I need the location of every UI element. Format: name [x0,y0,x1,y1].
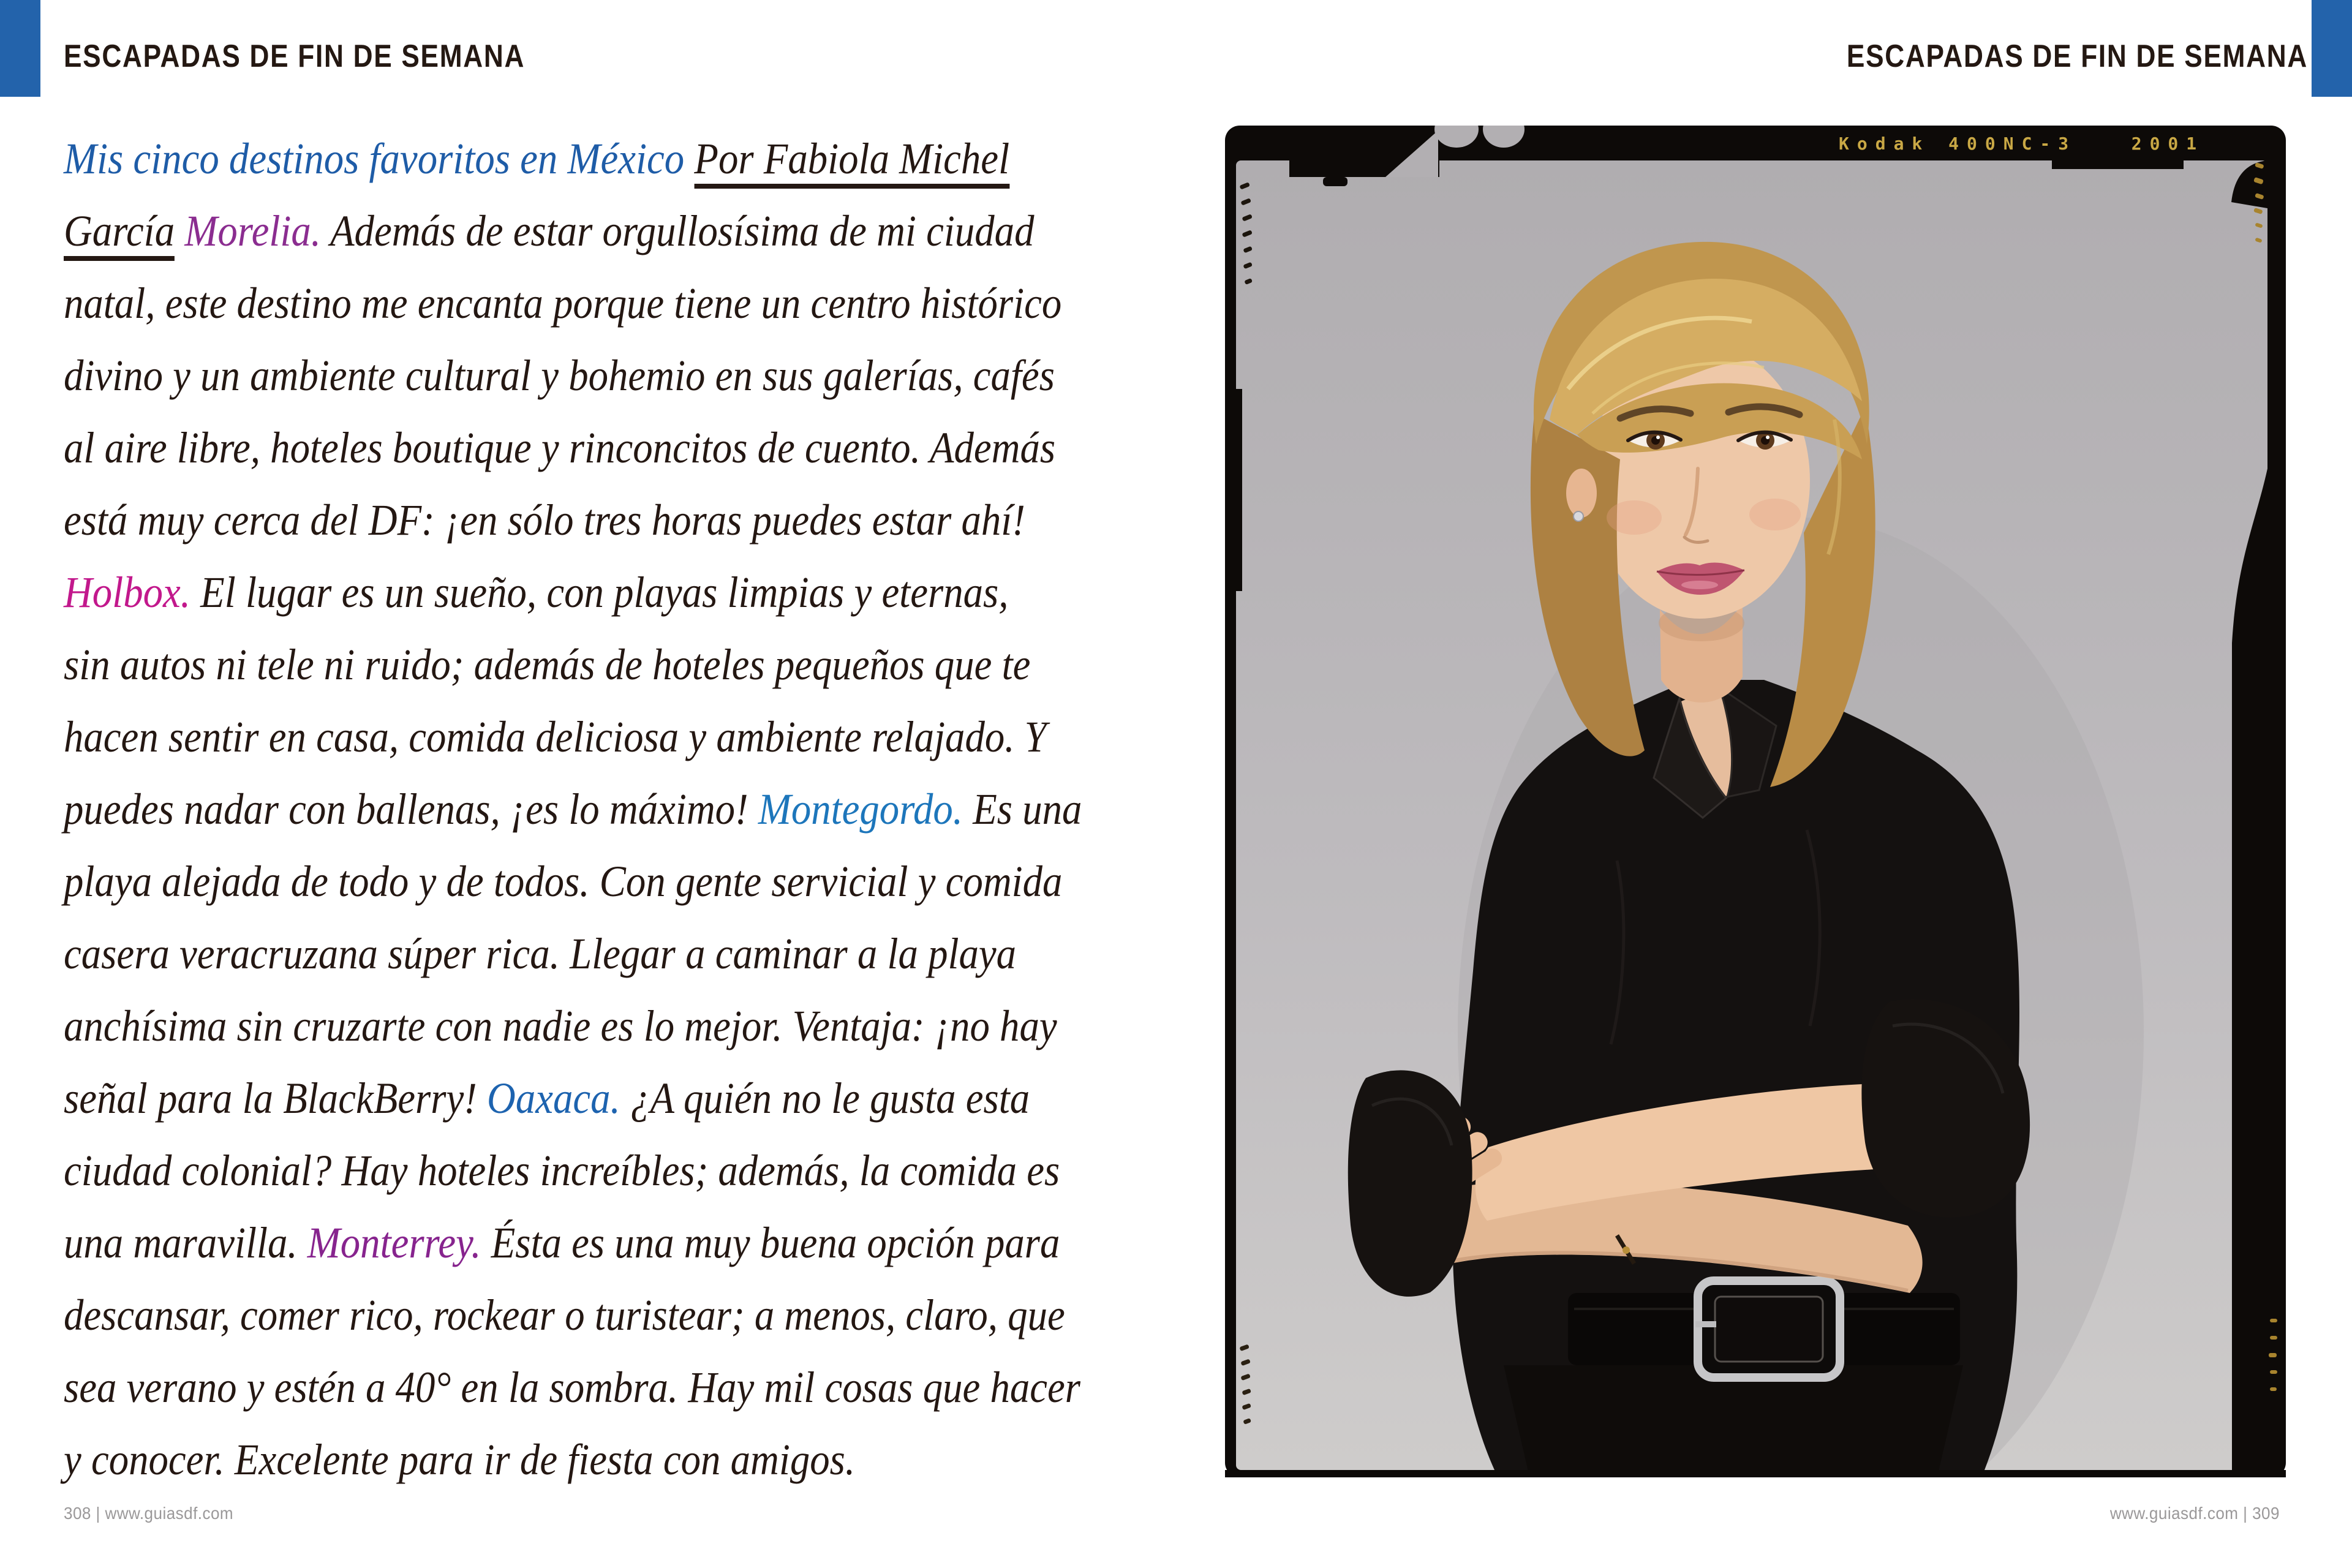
text-segment: Es una [963,785,1082,834]
ear [1566,469,1597,518]
text-line [64,484,1082,556]
text-line [64,918,1082,990]
text-segment: señal para la BlackBerry! [64,1074,488,1123]
text-segment: Por Fabiola Michel [694,134,1009,189]
text-segment: sea verano y estén a 40° en la sombra. Hay mil cosas que hacer [64,1363,1080,1412]
text-segment: Morelia. [184,206,321,255]
film-edge-label: Kodak 400NC-3 2001 [1839,134,2205,154]
right-footer-site: www.guiasdf.com [2109,1504,2239,1523]
text-line [64,1351,1082,1423]
text-line [64,1279,1082,1351]
text-segment: García [64,206,175,261]
text-segment: está muy cerca del DF: ¡en sólo tres horas puedes estar ahí! [64,496,1025,545]
text-segment: Monterrey. [307,1218,481,1267]
text-line [64,701,1082,773]
text-line [64,267,1082,339]
text-segment: Montegordo. [758,785,963,834]
text-segment: hacen sentir en casa, comida deliciosa y ambiente relajado. Y [64,712,1047,761]
left-page-number: 308 [64,1504,91,1523]
text-line [64,195,1082,267]
text-line [64,1134,1082,1207]
left-corner-accent [0,0,40,97]
text-line [64,339,1082,412]
text-line [64,1423,1082,1496]
text-line [64,123,1082,195]
text-segment: natal, este destino me encanta porque tiene un centro histórico [64,279,1062,328]
text-segment: puedes nadar con ballenas, ¡es lo máximo! [64,785,758,834]
text-segment: una maravilla. [64,1218,307,1267]
right-page-footer [2110,1504,2280,1523]
article-text [64,123,1195,1496]
text-line [64,1207,1082,1279]
footer-separator: | [2238,1504,2253,1523]
earring [1574,511,1583,521]
text-segment: El lugar es un sueño, con playas limpias y eternas, [190,568,1009,617]
text-line [64,628,1082,701]
footer-separator: | [91,1504,105,1523]
text-segment: Además de estar orgullosísima de mi ciudad [320,206,1035,255]
text-segment: sin autos ni tele ni ruido; además de hoteles pequeños que te [64,640,1031,689]
film-border-bottom [1225,1470,2286,1477]
film-photo-frame [1225,126,2286,1477]
text-line [64,556,1082,628]
text-segment: divino y un ambiente cultural y bohemio en sus galerías, cafés [64,351,1055,400]
text-segment: ¿A quién no le gusta esta [620,1074,1030,1123]
portrait-photo [1225,126,2286,1477]
right-corner-accent [2312,0,2352,97]
text-segment: Oaxaca. [487,1074,620,1123]
text-segment: ciudad colonial? Hay hoteles increíbles; además, la comida es [64,1146,1060,1195]
text-line [64,1062,1082,1134]
text-line [64,845,1082,918]
text-segment: playa alejada de todo y de todos. Con gente servicial y comida [64,857,1063,906]
left-page-footer [64,1504,233,1523]
rolled-sleeve-left [1348,1070,1472,1296]
text-segment: Ésta es una muy buena opción para [481,1218,1060,1267]
text-line [64,412,1082,484]
text-line [64,990,1082,1062]
text-segment: descansar, comer rico, rockear o turistear; a menos, claro, que [64,1291,1065,1340]
left-page-header: ESCAPADAS DE FIN DE SEMANA [64,39,526,74]
text-segment [175,206,184,255]
left-footer-site: www.guiasdf.com [105,1504,234,1523]
text-segment: anchísima sin cruzarte con nadie es lo mejor. Ventaja: ¡no hay [64,1001,1057,1050]
right-page-header: ESCAPADAS DE FIN DE SEMANA [1846,39,2308,74]
text-segment: Holbox. [64,568,190,617]
text-line [64,773,1082,845]
right-page-number: 309 [2252,1504,2280,1523]
text-segment: al aire libre, hoteles boutique y rinconcitos de cuento. Además [64,423,1056,472]
text-segment: Mis cinco destinos favoritos en México [64,134,695,183]
text-segment: y conocer. Excelente para ir de fiesta con amigos. [64,1435,856,1484]
text-segment: casera veracruzana súper rica. Llegar a caminar a la playa [64,929,1017,978]
